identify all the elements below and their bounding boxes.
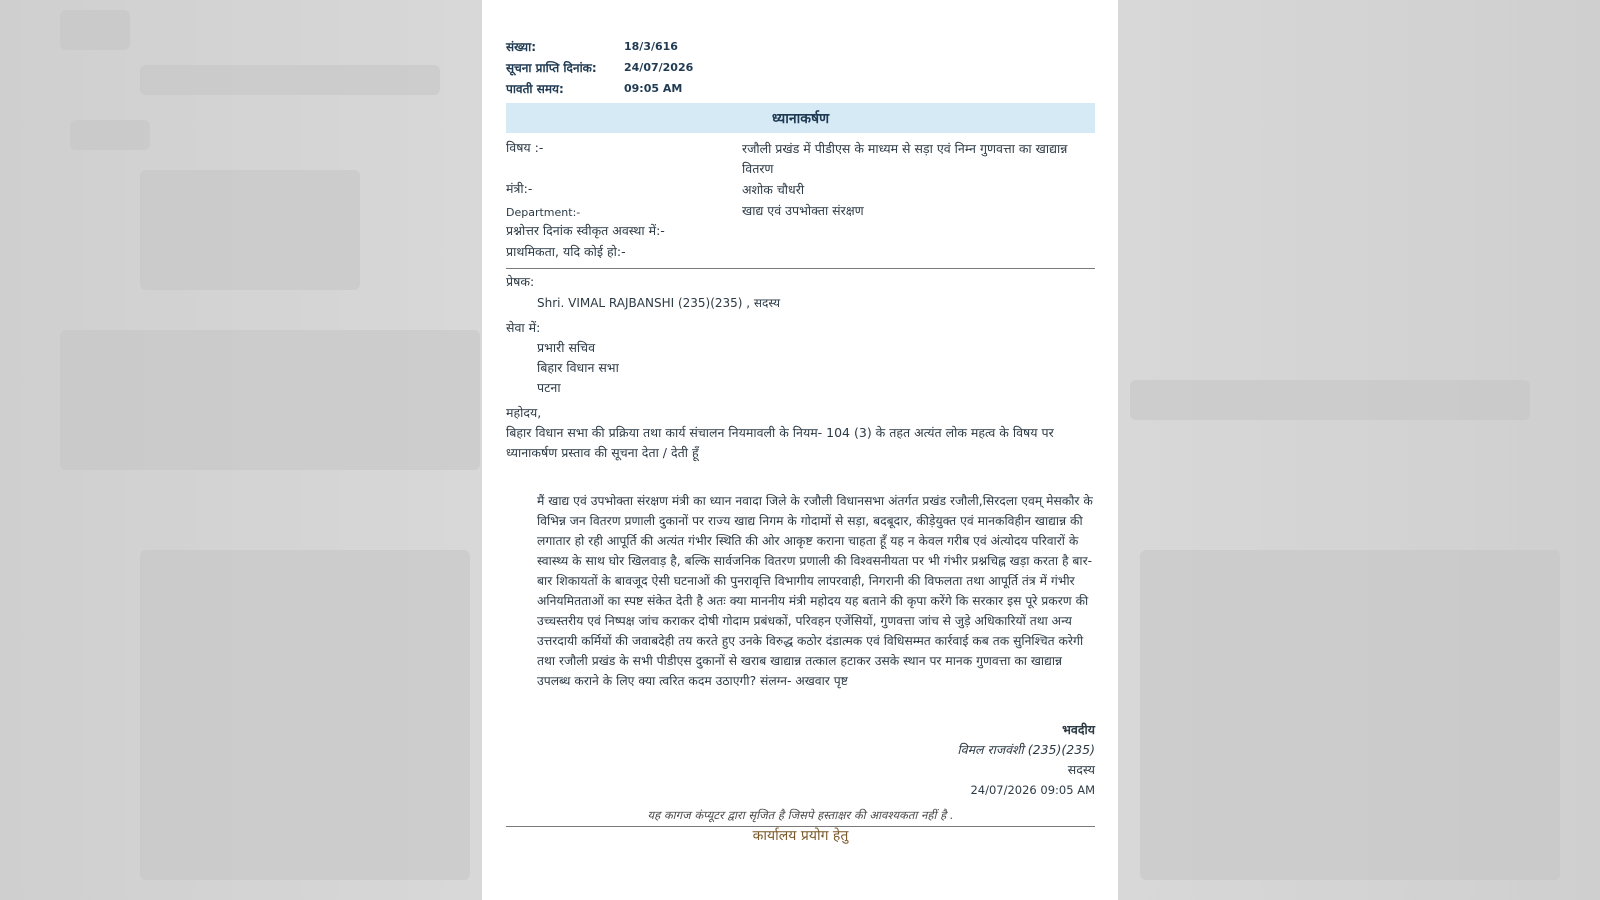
receipt-date-label: सूचना प्राप्ति दिनांक: bbox=[506, 61, 597, 75]
background-blur-shape bbox=[140, 170, 360, 290]
background-blur-shape bbox=[1130, 380, 1530, 420]
sender-name: Shri. VIMAL RAJBANSHI (235)(235) , सदस्य bbox=[537, 296, 781, 310]
signature-block bbox=[957, 720, 1095, 800]
recipient-line: बिहार विधान सभा bbox=[537, 360, 619, 375]
background-blur-shape bbox=[140, 550, 470, 880]
signature-designation: सदस्य bbox=[1067, 762, 1095, 777]
background-blur-shape bbox=[70, 120, 150, 150]
receipt-date-value: 24/07/2026 bbox=[624, 61, 694, 74]
office-use-heading: कार्यालय प्रयोग हेतु bbox=[752, 828, 849, 844]
signature-datetime: 24/07/2026 09:05 AM bbox=[970, 783, 1095, 797]
recipient-label: सेवा में: bbox=[506, 320, 541, 335]
sender-label: प्रेषक: bbox=[506, 274, 535, 289]
background-blur-shape bbox=[140, 65, 440, 95]
qa-date-label: प्रश्नोत्तर दिनांक स्वीकृत अवस्था में:- bbox=[506, 223, 665, 238]
notice-type-banner: ध्यानाकर्षण bbox=[506, 103, 1095, 133]
sender-block bbox=[506, 272, 1095, 314]
divider bbox=[506, 268, 1095, 269]
minister-value: अशोक चौधरी bbox=[742, 182, 805, 197]
number-value: 18/3/616 bbox=[624, 40, 678, 53]
salutation-block bbox=[506, 403, 1095, 463]
receipt-time-value: 09:05 AM bbox=[624, 82, 683, 95]
document-page bbox=[482, 0, 1118, 900]
receipt-time-label: पावती समय: bbox=[506, 82, 564, 96]
department-value: खाद्य एवं उपभोक्ता संरक्षण bbox=[742, 203, 864, 218]
priority-label: प्राथमिकता, यदि कोई हो:- bbox=[506, 244, 626, 259]
subject-value: रजौली प्रखंड में पीडीएस के माध्यम से सड़ा एवं निम्न गुणवत्ता का खाद्यान्न वितरण bbox=[742, 141, 1068, 176]
signature-closing: भवदीय bbox=[1062, 722, 1095, 737]
recipient-block bbox=[506, 318, 1095, 398]
recipient-line: प्रभारी सचिव bbox=[537, 340, 596, 355]
subject-label: विषय :- bbox=[506, 140, 544, 155]
recipient-line: पटना bbox=[537, 380, 561, 395]
notice-info bbox=[506, 139, 1095, 264]
background-blur-shape bbox=[60, 10, 130, 50]
notice-meta bbox=[506, 36, 693, 99]
intro-paragraph: बिहार विधान सभा की प्रक्रिया तथा कार्य संचालन नियमावली के नियम- 104 (3) के तहत अत्यंत लोक महत्व के विषय पर ध्यानाकर्षण प्रस्ताव की सूचना देता / देती हूँ bbox=[506, 425, 1054, 460]
salutation: महोदय, bbox=[506, 405, 542, 420]
notice-body: मैं खाद्य एवं उपभोक्ता संरक्षण मंत्री का ध्यान नवादा जिले के रजौली विधानसभा अंतर्गत प्रखंड रजौली,सिरदला एवम् मेसकौर के विभिन्न जन वितरण प्रणाली दुकानों पर राज्य खाद्य निगम के गोदामों से सड़ा, बदबूदार, कीड़ेयुक्त एवं मानकविहीन खाद्यान्न की लगातार हो रही आपूर्ति की अत्यंत गंभीर स्थिति की ओर आकृष्ट कराना चाहता हूँ यह न केवल गरीब एवं अंत्योदय परिवारों के स्वास्थ्य के साथ घोर खिलवाड़ है, बल्कि सार्वजनिक वितरण प्रणाली की विश्वसनीयता पर भी गंभीर प्रश्नचिह्न खड़ा करता है बार-बार शिकायतों के बावजूद ऐसी घटनाओं की पुनरावृत्ति विभागीय लापरवाही, निगरानी की विफलता तथा आपूर्ति तंत्र में गंभीर अनियमितताओं का स्पष्ट संकेत देती है अतः क्या माननीय मंत्री महोदय यह बताने की कृपा करेंगे कि सरकार इस पूरे प्रकरण की उच्चस्तरीय एवं निष्पक्ष जांच कराकर दोषी गोदाम प्रबंधकों, परिवहन एजेंसियों, गुणवत्ता जांच से जुड़े अधिकारियों तथा अन्य उत्तरदायी कर्मियों की जवाबदेही तय करते हुए उनके विरुद्ध कठोर दंडात्मक एवं विधिसम्मत कार्रवाई कब तक सुनिश्चित करेगी तथा रजौली प्रखंड के सभी पीडीएस दुकानों से खराब खाद्यान्न तत्काल हटाकर उसके स्थान पर मानक गुणवत्ता का खाद्यान्न उपलब्ध कराने के लिए क्या त्वरित कदम उठाएगी? संलग्न- अखवार पृष्ट bbox=[537, 494, 1093, 688]
number-label: संख्या: bbox=[506, 40, 536, 54]
minister-label: मंत्री:- bbox=[506, 181, 533, 196]
background-blur-shape bbox=[1140, 550, 1560, 880]
background-blur-shape bbox=[60, 330, 480, 470]
department-label: Department:- bbox=[506, 206, 581, 219]
computer-generated-note: यह कागज कंप्यूटर द्वारा सृजित है जिसपे हस्ताक्षर की आवश्यकता नहीं है . bbox=[647, 808, 954, 822]
signature-name: विमल राजवंशी (235)(235) bbox=[957, 742, 1095, 757]
